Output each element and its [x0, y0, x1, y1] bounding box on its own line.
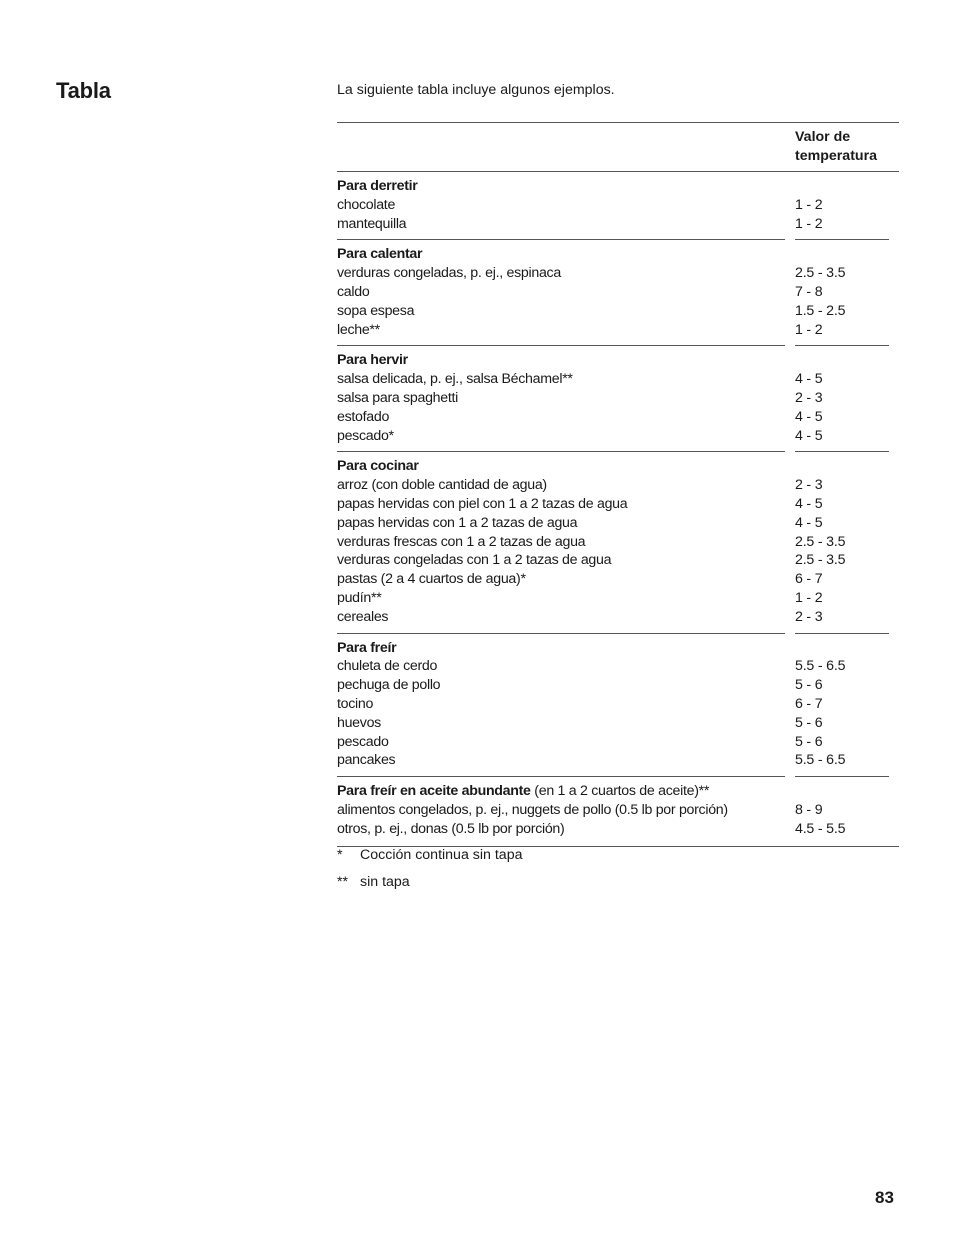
section-heading-row [337, 782, 899, 801]
footnote-text: Cocción continua sin tapa [360, 847, 523, 863]
row-value: 1 - 2 [795, 196, 823, 213]
section-heading [337, 351, 795, 370]
table-row [337, 533, 899, 552]
table-section [337, 346, 899, 452]
section-heading-row [337, 351, 899, 370]
page-number: 83 [875, 1188, 894, 1207]
row-item: verduras congeladas, p. ej., espinaca [337, 265, 561, 282]
section-title: Para calentar [337, 246, 423, 263]
row-item: pancakes [337, 752, 396, 769]
row-value: 2.5 - 3.5 [795, 552, 846, 569]
section-heading-row [337, 639, 899, 658]
row-value: 5 - 6 [795, 677, 823, 694]
footnote [337, 846, 522, 873]
section-heading-row [337, 245, 899, 264]
row-item: pudín** [337, 589, 382, 606]
table-row [337, 264, 899, 283]
table-row [337, 695, 899, 714]
table-row [337, 608, 899, 627]
table-row [337, 820, 899, 839]
table-row [337, 283, 899, 302]
row-value: 4 - 5 [795, 495, 823, 512]
row-item: leche** [337, 321, 380, 338]
row-value: 4 - 5 [795, 371, 823, 388]
row-item: caldo [337, 283, 370, 300]
row-item: papas hervidas con 1 a 2 tazas de agua [337, 514, 578, 531]
row-item: huevos [337, 714, 381, 731]
row-item: pescado [337, 733, 389, 750]
section-heading [337, 177, 795, 196]
section-title: Para derretir [337, 178, 418, 194]
table-row [337, 714, 899, 733]
row-value: 5.5 - 6.5 [795, 658, 846, 675]
section-note: (en 1 a 2 cuartos de aceite)** [530, 783, 710, 800]
footnote-text: sin tapa [360, 874, 410, 890]
row-value: 8 - 9 [795, 801, 823, 818]
table-row [337, 551, 899, 570]
section-heading [337, 457, 795, 476]
row-item: verduras congeladas con 1 a 2 tazas de agua [337, 552, 612, 569]
table-row [337, 408, 899, 427]
header-temperature-value: Valor de temperatura [795, 129, 878, 164]
table-section [337, 172, 899, 240]
row-item: pescado* [337, 427, 394, 444]
section-heading [337, 245, 795, 264]
row-value: 4 - 5 [795, 427, 823, 444]
row-value: 2.5 - 3.5 [795, 533, 846, 550]
table-section [337, 452, 899, 633]
row-value: 5 - 6 [795, 733, 823, 750]
row-item: salsa para spaghetti [337, 389, 458, 406]
row-value: 6 - 7 [795, 695, 823, 712]
section-title: Para freír [337, 639, 397, 656]
row-value: 7 - 8 [795, 283, 823, 300]
row-value: 1 - 2 [795, 321, 823, 338]
section-heading [337, 782, 795, 801]
table-row [337, 389, 899, 408]
section-heading-row [337, 457, 899, 476]
row-item: chocolate [337, 196, 396, 213]
row-value: 5.5 - 6.5 [795, 752, 846, 769]
row-item: verduras frescas con 1 a 2 tazas de agua [337, 533, 586, 550]
section-heading-row [337, 177, 899, 196]
row-item: arroz (con doble cantidad de agua) [337, 477, 547, 494]
row-item: salsa delicada, p. ej., salsa Béchamel** [337, 371, 573, 388]
row-item: pastas (2 a 4 cuartos de agua)* [337, 571, 526, 588]
row-item: estofado [337, 408, 390, 425]
row-value: 1 - 2 [795, 215, 823, 232]
table-row [337, 657, 899, 676]
row-item: tocino [337, 695, 374, 712]
table-row [337, 476, 899, 495]
table-row [337, 495, 899, 514]
table-row [337, 321, 899, 340]
footnote [337, 873, 522, 900]
row-value: 1.5 - 2.5 [795, 302, 846, 319]
table-row [337, 570, 899, 589]
table-row [337, 302, 899, 321]
row-item: mantequilla [337, 215, 407, 232]
table-section [337, 634, 899, 778]
row-value: 2 - 3 [795, 608, 823, 625]
row-item: cereales [337, 608, 389, 625]
footnote-mark: ** [337, 874, 349, 890]
table-row [337, 676, 899, 695]
page-title: Tabla [56, 78, 111, 103]
row-item: otros, p. ej., donas (0.5 lb por porción) [337, 820, 565, 837]
intro-text: La siguiente tabla incluye algunos ejemplos. [337, 82, 615, 98]
table-row [337, 751, 899, 770]
table-row [337, 427, 899, 446]
row-item: sopa espesa [337, 302, 415, 319]
row-item: alimentos congelados, p. ej., nuggets de pollo (0.5 lb por porción) [337, 801, 728, 818]
section-title: Para cocinar [337, 458, 419, 475]
table-body [337, 172, 899, 847]
footnotes [337, 846, 522, 900]
table-row [337, 801, 899, 820]
table-row [337, 196, 899, 215]
table-section [337, 240, 899, 346]
row-value: 2.5 - 3.5 [795, 265, 846, 282]
row-value: 5 - 6 [795, 714, 823, 731]
row-item: pechuga de pollo [337, 677, 441, 694]
table-row [337, 733, 899, 752]
row-value: 2 - 3 [795, 389, 823, 406]
section-title: Para freír en aceite abundante [337, 783, 531, 800]
row-item: papas hervidas con piel con 1 a 2 tazas de agua [337, 495, 628, 512]
row-value: 6 - 7 [795, 571, 823, 588]
row-value: 4 - 5 [795, 408, 823, 425]
table-row [337, 514, 899, 533]
row-value: 4.5 - 5.5 [795, 820, 846, 837]
table-header [337, 123, 899, 172]
row-item: chuleta de cerdo [337, 658, 438, 675]
table-row [337, 370, 899, 389]
section-heading [337, 639, 795, 658]
table-row [337, 589, 899, 608]
section-title: Para hervir [337, 352, 408, 369]
footnote-mark: * [337, 847, 343, 863]
table-row [337, 215, 899, 234]
temperature-table [337, 122, 899, 847]
row-value: 2 - 3 [795, 477, 823, 494]
table-section [337, 777, 899, 846]
row-value: 1 - 2 [795, 589, 823, 606]
row-value: 4 - 5 [795, 514, 823, 531]
